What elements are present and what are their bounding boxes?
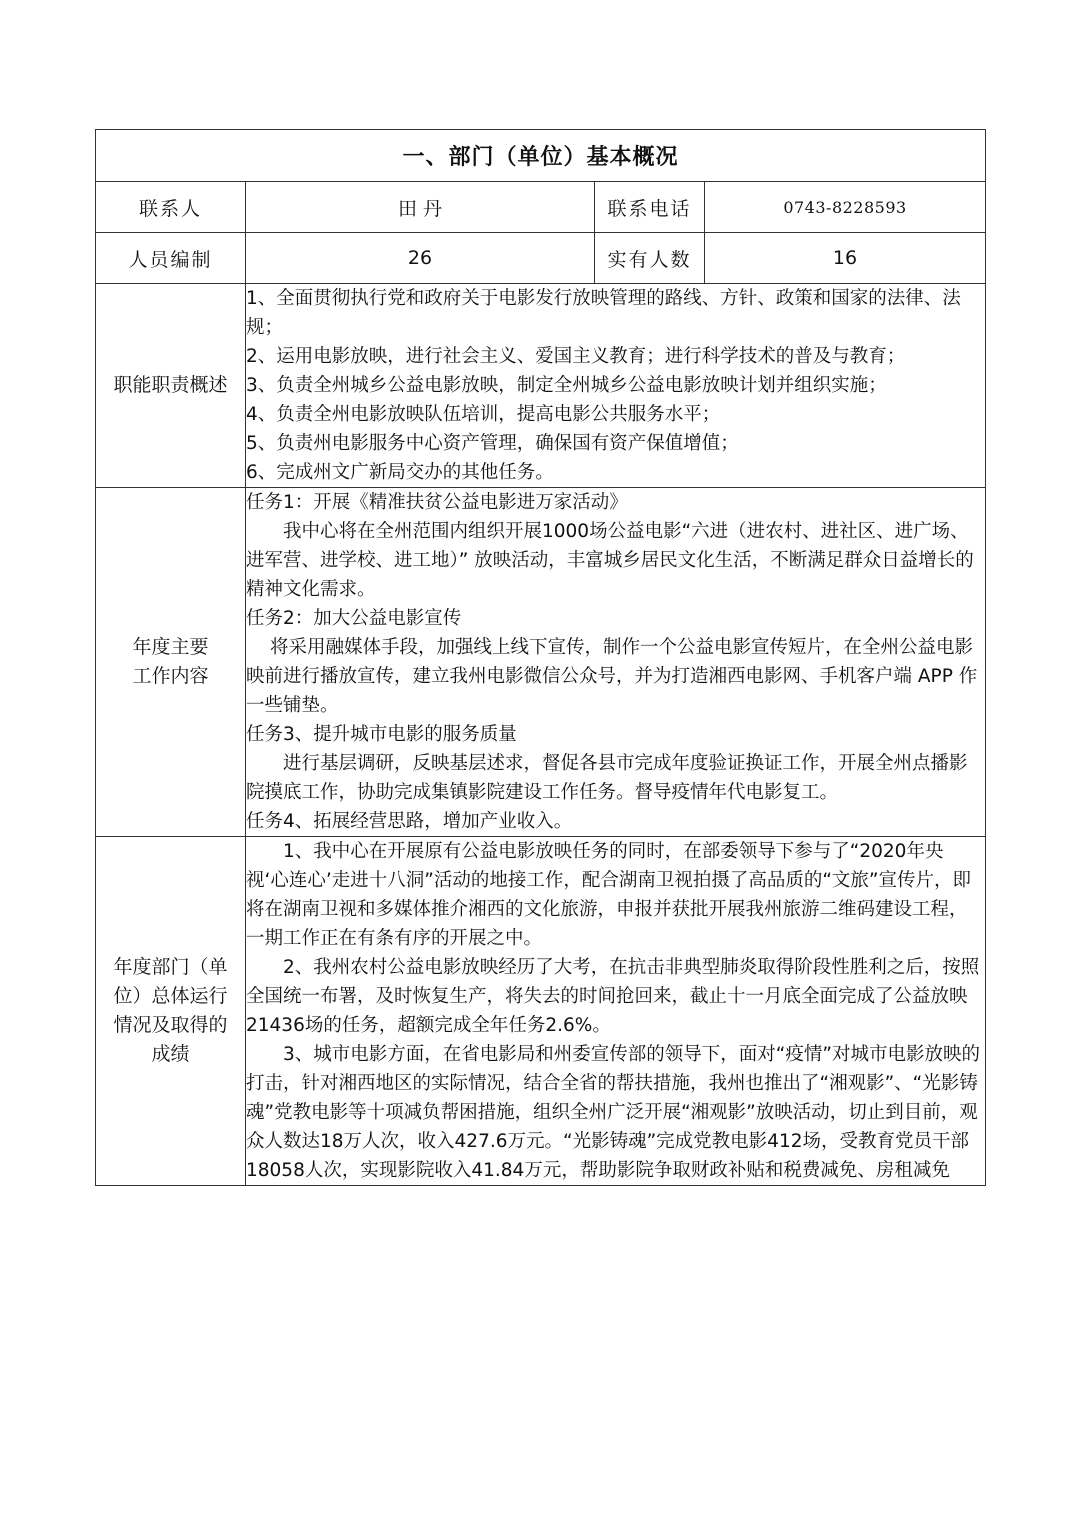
overview-table — [95, 129, 986, 1186]
phone-value: 0743-8228593 — [705, 182, 986, 233]
results-label-line: 成绩 — [151, 1043, 190, 1065]
results-label-line: 情况及取得的 — [113, 1014, 228, 1036]
duty-item: 2、运用电影放映，进行社会主义、爱国主义教育；进行科学技术的普及与教育； — [246, 346, 906, 367]
task-title: 任务4、拓展经营思路，增加产业收入。 — [246, 811, 573, 832]
phone-label: 联系电话 — [595, 182, 705, 233]
work-label-line: 工作内容 — [132, 665, 209, 687]
section-title: 一、部门（单位）基本概况 — [96, 130, 986, 182]
actual-label: 实有人数 — [595, 233, 705, 284]
duty-item: 1、全面贯彻执行党和政府关于电影发行放映管理的路线、方针、政策和国家的法律、法规； — [246, 288, 961, 338]
contact-value: 田 丹 — [246, 182, 595, 233]
work-label — [96, 488, 246, 837]
results-label — [96, 837, 246, 1186]
contact-label: 联系人 — [96, 182, 246, 233]
task-title: 任务2：加大公益电影宣传 — [246, 608, 462, 629]
results-paragraph: 3、城市电影方面，在省电影局和州委宣传部的领导下，面对“疫情”对城市电影放映的打击，针对湘西地区的实际情况，结合全省的帮扶措施，我州也推出了“湘观影”、“光影铸魂”党教电影等十项减负帮困措施，组织全州广泛开展“湘观影”放映活动，切止到目前，观众人数达18万人次，收入427.6万元。“光影铸魂”完成党教电影412场，受教育党员干部18058人次，实现影院收入41.84万元，帮助影院争取财政补贴和税费减免、房租减免 — [246, 1044, 980, 1181]
duties-label: 职能职责概述 — [96, 284, 246, 488]
results-label-line: 位）总体运行 — [113, 985, 228, 1007]
actual-value: 16 — [705, 233, 986, 284]
duty-item: 3、负责全州城乡公益电影放映，制定全州城乡公益电影放映计划并组织实施； — [246, 375, 887, 396]
staffing-value: 26 — [246, 233, 595, 284]
duty-item: 6、完成州文广新局交办的其他任务。 — [246, 462, 554, 483]
task-body: 进行基层调研，反映基层述求，督促各县市完成年度验证换证工作，开展全州点播影院摸底工作，协助完成集镇影院建设工作任务。督导疫情年代电影复工。 — [246, 753, 968, 803]
duties-content — [246, 284, 986, 488]
task-title: 任务1：开展《精准扶贫公益电影进万家活动》 — [246, 492, 628, 513]
work-label-line: 年度主要 — [132, 636, 209, 658]
results-label-line: 年度部门（单 — [113, 956, 228, 978]
duty-item: 4、负责全州电影放映队伍培训，提高电影公共服务水平； — [246, 404, 721, 425]
duty-item: 5、负责州电影服务中心资产管理，确保国有资产保值增值； — [246, 433, 739, 454]
results-paragraph: 1、我中心在开展原有公益电影放映任务的同时，在部委领导下参与了“2020年央视‘心连心’走进十八洞”活动的地接工作，配合湖南卫视拍摄了高品质的“文旅”宣传片，即将在湖南卫视和多媒体推介湘西的文化旅游，申报并获批开展我州旅游二维码建设工程，一期工作正在有条有序的开展之中。 — [246, 841, 972, 949]
staffing-label: 人员编制 — [96, 233, 246, 284]
results-content — [246, 837, 986, 1186]
task-body: 我中心将在全州范围内组织开展1000场公益电影“六进（进农村、进社区、进广场、进军营、进学校、进工地）” 放映活动，丰富城乡居民文化生活，不断满足群众日益增长的精神文化需求。 — [246, 521, 974, 600]
task-body: 将采用融媒体手段，加强线上线下宣传，制作一个公益电影宣传短片，在全州公益电影映前进行播放宣传，建立我州电影微信公众号，并为打造湘西电影网、手机客户端 APP 作一些铺垫。 — [246, 637, 978, 716]
work-content — [246, 488, 986, 837]
task-title: 任务3、提升城市电影的服务质量 — [246, 724, 517, 745]
results-paragraph: 2、我州农村公益电影放映经历了大考，在抗击非典型肺炎取得阶段性胜利之后，按照全国统一布署，及时恢复生产，将失去的时间抢回来，截止十一月底全面完成了公益放映21436场的任务，超额完成全年任务2.6%。 — [246, 957, 980, 1036]
